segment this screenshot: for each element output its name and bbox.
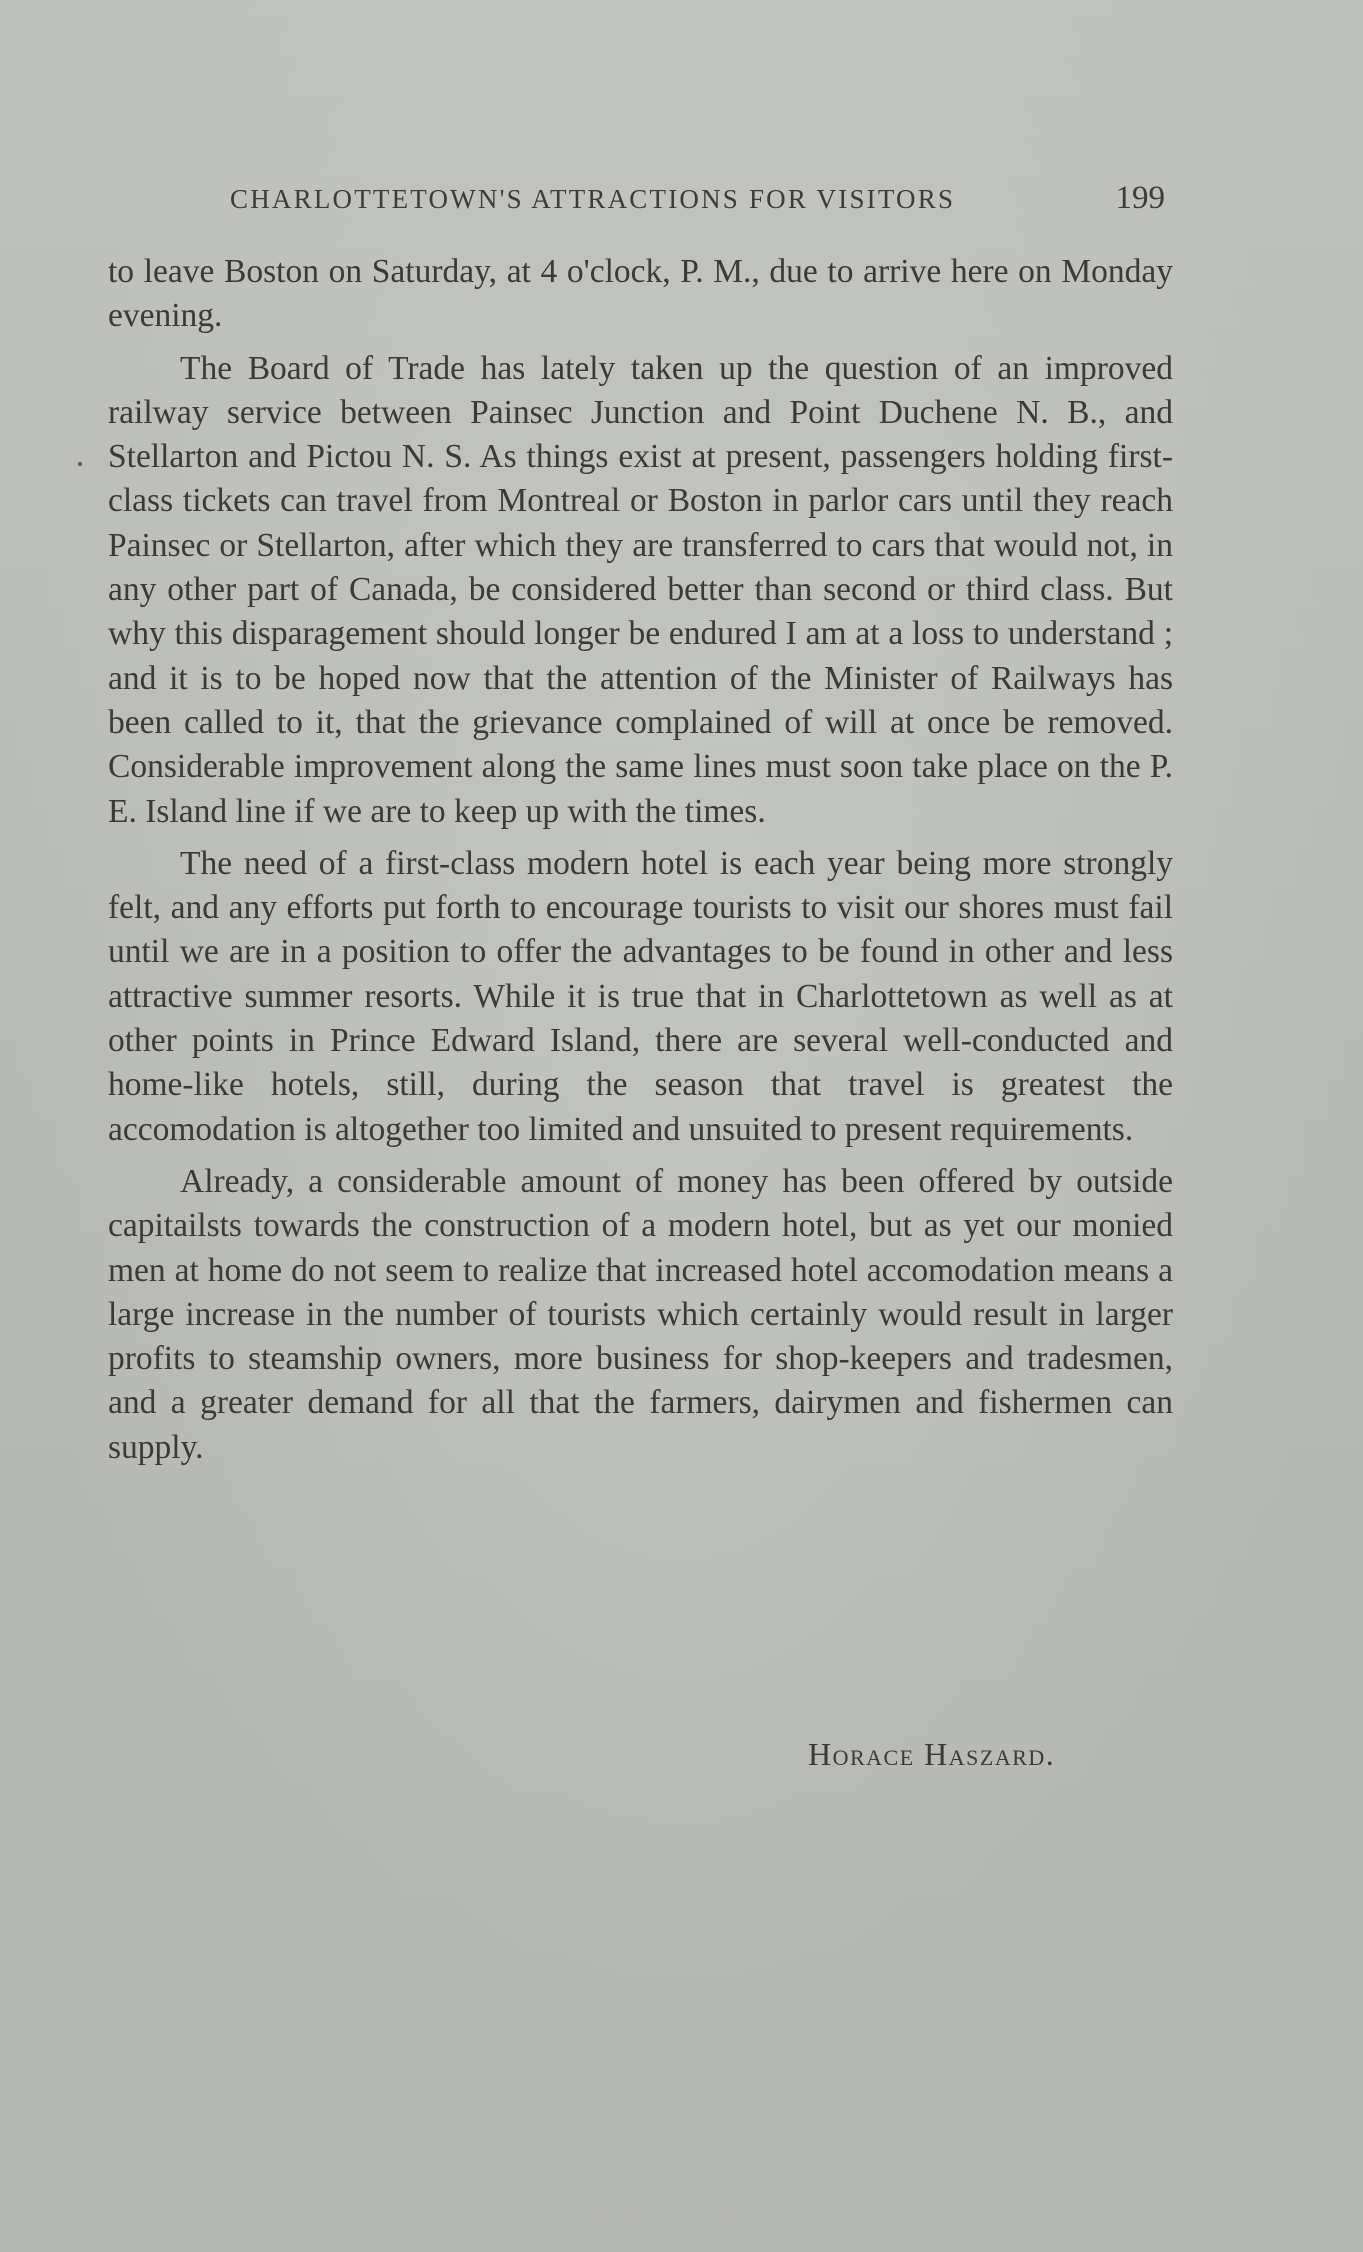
margin-dot: [78, 462, 82, 466]
running-head: [230, 180, 1165, 220]
author-signature: Horace Haszard.: [808, 1736, 1056, 1772]
body-text: [108, 250, 1173, 1478]
paragraph-capital: Already, a considerable amount of money has been offered by outside capitailsts towards the construction of a modern hotel, but as yet our monied men at home do not seem to realize that increased hotel accomodation means a large increase in the number of tourists which certainly would result in larger profits to steamship owners, more business for shop-keepers and tradesmen, and a greater demand for all that the farmers, dairymen and fishermen can supply.: [108, 1162, 1173, 1466]
paragraph-continuation: to leave Boston on Saturday, at 4 o'clock, P. M., due to arrive here on Monday evening.: [108, 253, 1173, 335]
page-number: 199: [1115, 180, 1165, 216]
paragraph-railway: The Board of Trade has lately taken up the question of an improved railway service between Painsec Junction and Point Duchene N. B., and Stellarton and Pictou N. S. As things exist at present, passengers holding first-class tickets can travel from Montreal or Boston in parlor cars until they reach Painsec or Stellarton, after which they are transferred to cars that would not, in any other part of Canada, be considered better than second or third class. But why this disparagement should longer be endured I am at a loss to understand ; and it is to be hoped now that the attention of the Minister of Railways has been called to it, that the grievance complained of will at once be removed. Considerable improvement along the same lines must soon take place on the P. E. Island line if we are to keep up with the times.: [108, 349, 1173, 830]
running-title: CHARLOTTETOWN'S ATTRACTIONS FOR VISITORS: [230, 184, 956, 214]
paragraph-hotel-need: The need of a first-class modern hotel is each year being more strongly felt, and any efforts put forth to encourage tourists to visit our shores must fail until we are in a position to offer the advantages to be found in other and less attractive summer resorts. While it is true that in Charlottetown as well as at other points in Prince Edward Island, there are several well-conducted and home-like hotels, still, during the season that travel is greatest the accomodation is altogether too limited and unsuited to present requirements.: [108, 844, 1173, 1148]
